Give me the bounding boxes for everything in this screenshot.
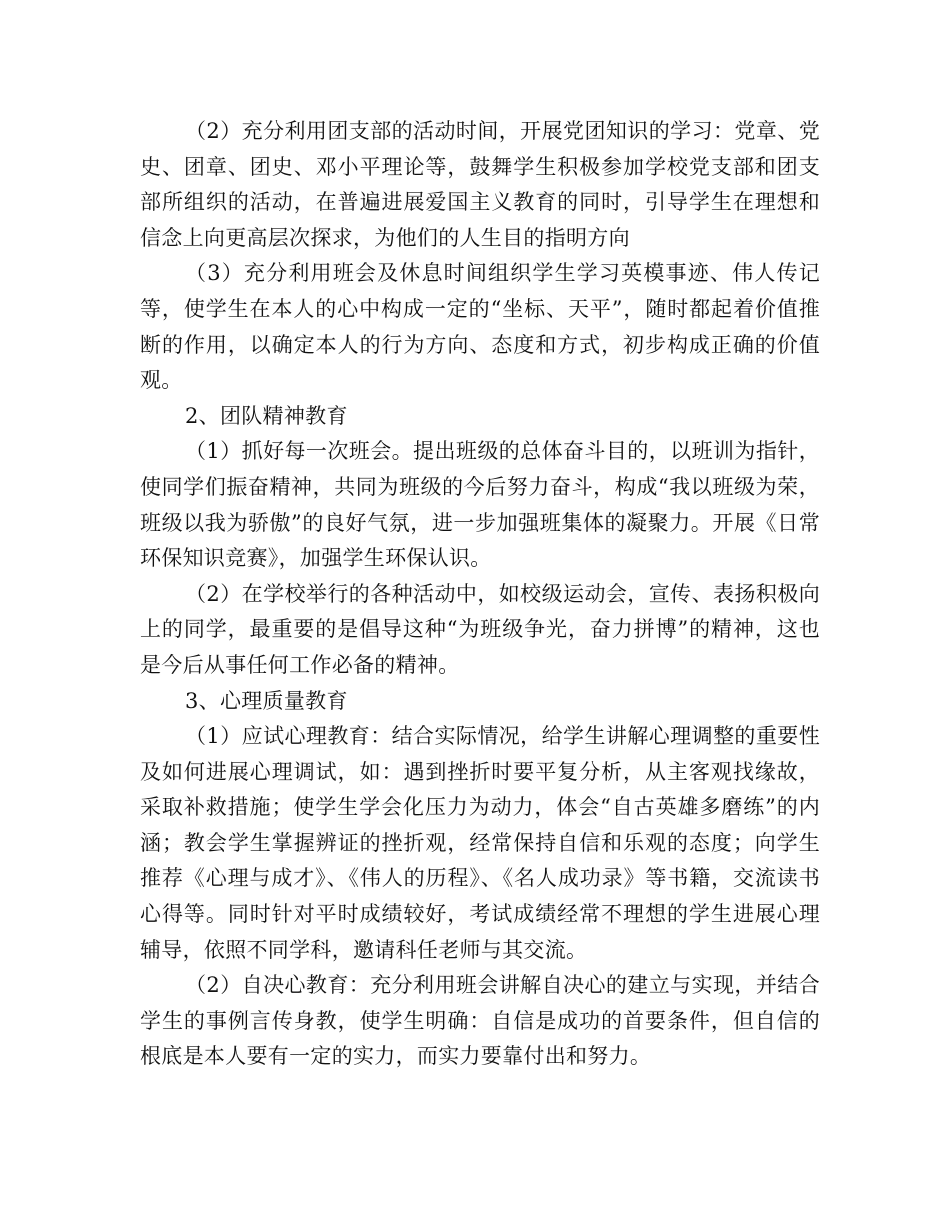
paragraph-role-models: （3）充分利用班会及休息时间组织学生学习英模事迹、伟人传记等，使学生在本人的心中构成一定的“坐标、天平”，随时都起着价值推断的作用，以确定本人的行为方向、态度和方式，初步构成正确的价值观。 [140, 261, 820, 393]
paragraph-self-confidence: （2）自决心教育：充分利用班会讲解自决心的建立与实现，并结合学生的事例言传身教，使学生明确：自信是成功的首要条件，但自信的根底是本人要有一定的实力，而实力要靠付出和努力。 [140, 973, 820, 1069]
paragraph-school-activities: （2）在学校举行的各种活动中，如校级运动会，宣传、表扬积极向上的同学，最重要的是倡导这种“为班级争光，奋力拼博”的精神，这也是今后从事任何工作必备的精神。 [140, 581, 820, 677]
heading-team-spirit: 2、团队精神教育 [185, 403, 348, 428]
paragraph-exam-psychology: （1）应试心理教育：结合实际情况，给学生讲解心理调整的重要性及如何进展心理调试，如：遇到挫折时要平复分析，从主客观找缘故，采取补救措施；使学生学会化压力为动力，体会“自古英雄多磨练”的内涵；教会学生掌握辨证的挫折观，经常保持自信和乐观的态度；向学生推荐《心理与成才》、《伟人的历程》、《名人成功录》等书籍，交流读书心得等。同时针对平时成绩较好，考试成绩经常不理想的学生进展心理辅导，依照不同学科，邀请科任老师与其交流。 [140, 724, 820, 962]
paragraph-party-knowledge: （2）充分利用团支部的活动时间，开展党团知识的学习：党章、党史、团章、团史、邓小平理论等，鼓舞学生积极参加学校党支部和团支部所组织的活动，在普遍进展爱国主义教育的同时，引导学生在理想和信念上向更高层次探求，为他们的人生目的指明方向 [140, 119, 820, 250]
heading-psychological-education: 3、心理质量教育 [185, 688, 348, 713]
paragraph-class-meeting: （1）抓好每一次班会。提出班级的总体奋斗目的，以班训为指针，使同学们振奋精神，共同为班级的今后努力奋斗，构成“我以班级为荣，班级以我为骄傲”的良好气氛，进一步加强班集体的凝聚力。开展《日常环保知识竞赛》，加强学生环保认识。 [140, 439, 820, 571]
document-body [140, 114, 820, 1075]
